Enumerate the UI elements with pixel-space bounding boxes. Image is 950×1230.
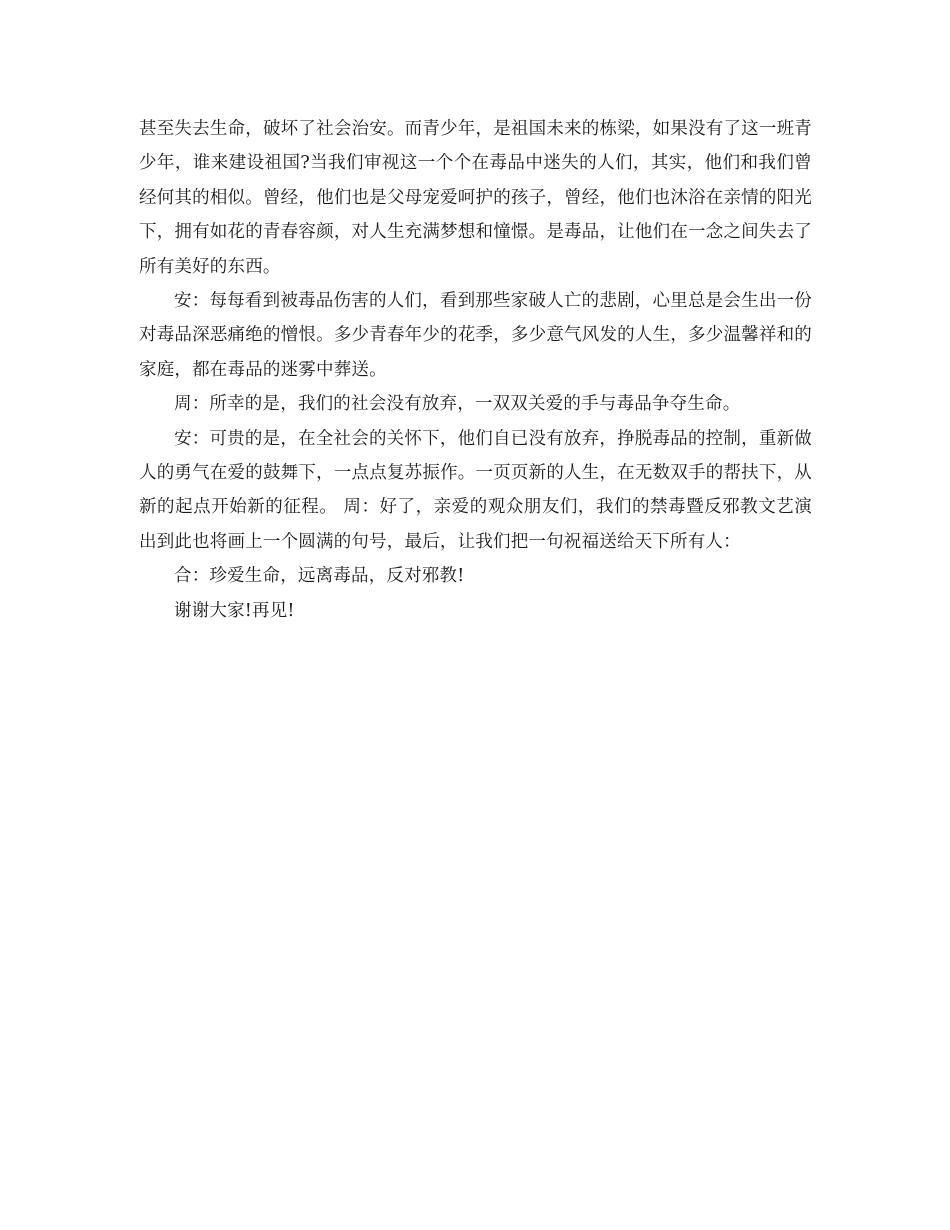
document-body: [139, 112, 812, 628]
paragraph-continuation: 甚至失去生命，破坏了社会治安。而青少年，是祖国未来的栋梁，如果没有了这一班青少年，谁来建设祖国?当我们审视这一个个在毒品中迷失的人们，其实，他们和我们曾经何其的相似。曾经，他们也是父母宠爱呵护的孩子，曾经，他们也沐浴在亲情的阳光下，拥有如花的青春容颜，对人生充满梦想和憧憬。是毒品，让他们在一念之间失去了所有美好的东西。: [139, 119, 812, 277]
paragraph-closing: 谢谢大家!再见!: [174, 600, 295, 621]
paragraph-an-1: 安：每每看到被毒品伤害的人们，看到那些家破人亡的悲剧，心里总是会生出一份对毒品深恶痛绝的憎恨。多少青春年少的花季，多少意气风发的人生，多少温馨祥和的家庭，都在毒品的迷雾中葬送。: [139, 291, 812, 380]
paragraph-an-2: 安：可贵的是，在全社会的关怀下，他们自已没有放弃，挣脱毒品的控制，重新做人的勇气在爱的鼓舞下，一点点复苏振作。一页页新的人生，在无数双手的帮扶下，从新的起点开始新的征程。 周：好了，亲爱的观众朋友们，我们的禁毒暨反邪教文艺演出到此也将画上一个圆满的句号，最后，让我们把一句祝福送给天下所有人：: [139, 428, 812, 552]
paragraph-he: 合：珍爱生命，远离毒品，反对邪教!: [174, 566, 465, 587]
paragraph-zhou-1: 周：所幸的是，我们的社会没有放弃，一双双关爱的手与毒品争夺生命。: [174, 394, 741, 415]
